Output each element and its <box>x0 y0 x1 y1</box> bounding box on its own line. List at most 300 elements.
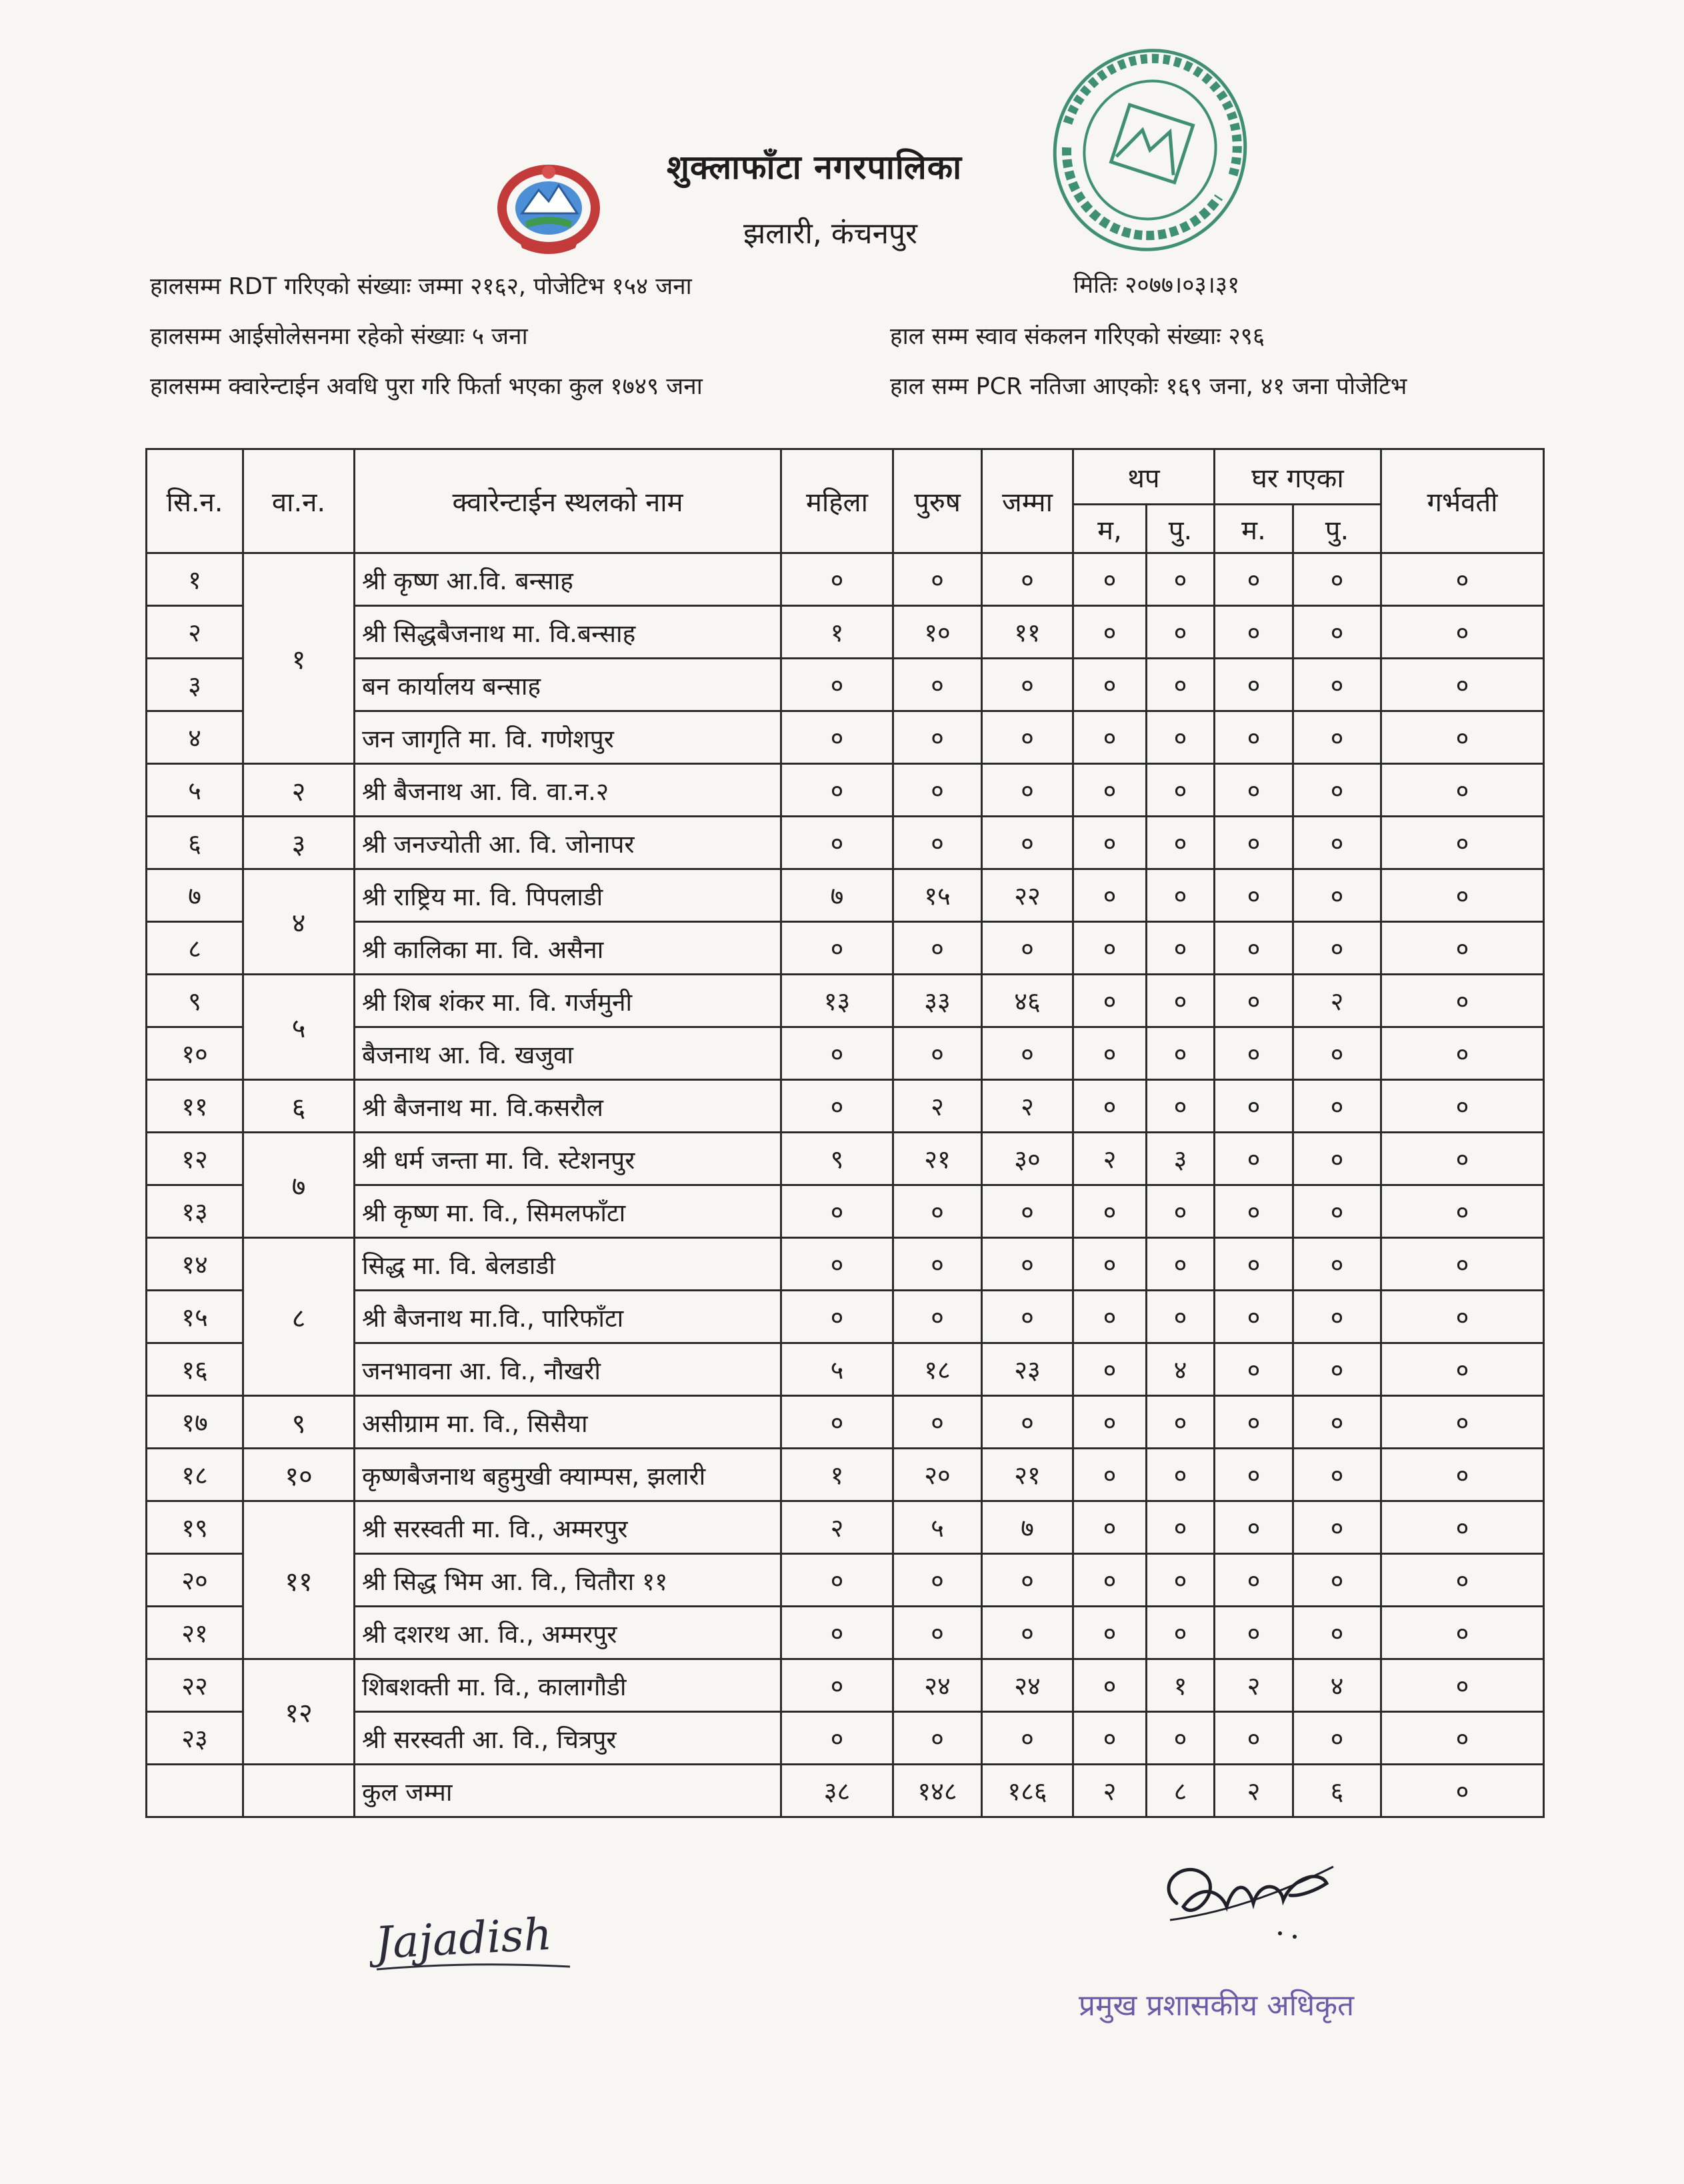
cell-total: ० <box>982 764 1073 817</box>
cell-male: २ <box>893 1080 982 1133</box>
header-row <box>147 449 1544 505</box>
nepal-emblem-icon <box>492 160 605 260</box>
cell-add-p: ० <box>1147 1291 1215 1343</box>
cell-site-name: श्री बैजनाथ आ. वि. वा.न.२ <box>355 764 781 817</box>
cell-add-m: ० <box>1073 553 1147 606</box>
cell-sn: १२ <box>147 1133 243 1185</box>
cell-add-m: २ <box>1073 1133 1147 1185</box>
cell-male: ० <box>893 659 982 711</box>
cell-female: ० <box>781 1396 893 1449</box>
cell-add-m: ० <box>1073 1659 1147 1712</box>
cell-male: ० <box>893 1291 982 1343</box>
table-row <box>147 606 1544 659</box>
cell-sn: १९ <box>147 1501 243 1554</box>
designation: प्रमुख प्रशासकीय अधिकृत <box>1079 1989 1355 2023</box>
cell-home-m: ० <box>1215 1343 1293 1396</box>
cell-add-m: ० <box>1073 922 1147 975</box>
cell-home-p: ० <box>1293 1501 1381 1554</box>
cell-total: २२ <box>982 869 1073 922</box>
cell-total: २ <box>982 1080 1073 1133</box>
cell-home-p: ० <box>1293 1291 1381 1343</box>
table-row <box>147 659 1544 711</box>
cell-ward: १० <box>243 1449 355 1501</box>
cell-home-p: ० <box>1293 553 1381 606</box>
cell-female: ९ <box>781 1133 893 1185</box>
cell-add-p: ० <box>1147 1027 1215 1080</box>
cell-male: ० <box>893 1607 982 1659</box>
cell-add-m: ० <box>1073 1027 1147 1080</box>
office-name: शुक्लाफाँटा नगरपालिका <box>667 148 963 187</box>
cell-home-m: २ <box>1215 1659 1293 1712</box>
cell-site-name: श्री दशरथ आ. वि., अम्मरपुर <box>355 1607 781 1659</box>
cell-total: ० <box>982 1712 1073 1765</box>
table-body <box>147 553 1544 1817</box>
cell-male: ० <box>893 1396 982 1449</box>
cell-add-p: ० <box>1147 817 1215 869</box>
cell-home-p: ० <box>1293 1554 1381 1607</box>
pcr-summary: हाल सम्म PCR नतिजा आएकोः १६९ जना, ४१ जना पोजेटिभ <box>890 373 1407 400</box>
cell-add-m: ० <box>1073 975 1147 1027</box>
table-row <box>147 1659 1544 1712</box>
cell-male: ० <box>893 1027 982 1080</box>
table-row <box>147 869 1544 922</box>
cell-home-p: ० <box>1293 1343 1381 1396</box>
cell-male: २० <box>893 1449 982 1501</box>
cell-ward: ६ <box>243 1080 355 1133</box>
table-row <box>147 922 1544 975</box>
cell-home-p: ० <box>1293 711 1381 764</box>
cell-add-p: ३ <box>1147 1133 1215 1185</box>
header-site-name: क्वारेन्टाईन स्थलको नाम <box>355 449 781 553</box>
cell-pregnant: ० <box>1381 1712 1544 1765</box>
cell-home-m: ० <box>1215 1396 1293 1449</box>
cell-home-m: ० <box>1215 1554 1293 1607</box>
cell-sn: १६ <box>147 1343 243 1396</box>
table-row <box>147 1027 1544 1080</box>
cell-add-m: ० <box>1073 1080 1147 1133</box>
cell-male: ० <box>893 922 982 975</box>
cell-pregnant: ० <box>1381 975 1544 1027</box>
cell-site-name: श्री बैजनाथ मा.वि., पारिफाँटा <box>355 1291 781 1343</box>
cell-total: ४६ <box>982 975 1073 1027</box>
cell-home-m: ० <box>1215 869 1293 922</box>
cell-total: ३० <box>982 1133 1073 1185</box>
handwritten-signature-icon <box>1147 1843 1347 1957</box>
cell-home-p: ० <box>1293 1027 1381 1080</box>
cell-pregnant: ० <box>1381 1343 1544 1396</box>
cell-add-p: ० <box>1147 764 1215 817</box>
table-row <box>147 1185 1544 1238</box>
quarantine-return-summary: हालसम्म क्वारेन्टाईन अवधि पुरा गरि फिर्ता भएका कुल १७४९ जना <box>150 373 703 400</box>
header-added-male: पु. <box>1147 505 1215 553</box>
cell-male: ३३ <box>893 975 982 1027</box>
header-home-male: पु. <box>1293 505 1381 553</box>
cell-home-m: ० <box>1215 1080 1293 1133</box>
cell-female: ० <box>781 1185 893 1238</box>
cell-female: ० <box>781 1607 893 1659</box>
cell-ward: ९ <box>243 1396 355 1449</box>
cell-pregnant: ० <box>1381 922 1544 975</box>
cell-male: २४ <box>893 1659 982 1712</box>
cell-add-p: ० <box>1147 1501 1215 1554</box>
cell-add-p: ० <box>1147 1607 1215 1659</box>
table-row <box>147 1291 1544 1343</box>
header-ward: वा.न. <box>243 449 355 553</box>
cell-add-p: ० <box>1147 659 1215 711</box>
table-row <box>147 817 1544 869</box>
table-row <box>147 553 1544 606</box>
table-row <box>147 975 1544 1027</box>
cell-add-p: ० <box>1147 1554 1215 1607</box>
cell-male: १५ <box>893 869 982 922</box>
total-female: ३८ <box>781 1765 893 1817</box>
cell-home-m: ० <box>1215 1449 1293 1501</box>
cell-sn: २२ <box>147 1659 243 1712</box>
cell-pregnant: ० <box>1381 1501 1544 1554</box>
cell-add-p: ० <box>1147 553 1215 606</box>
cell-add-m: ० <box>1073 659 1147 711</box>
cell-male: ० <box>893 711 982 764</box>
table-row <box>147 1712 1544 1765</box>
cell-male: १८ <box>893 1343 982 1396</box>
table-row <box>147 1607 1544 1659</box>
totals-row <box>147 1765 1544 1817</box>
cell-home-p: ० <box>1293 922 1381 975</box>
cell-female: ० <box>781 1027 893 1080</box>
cell-sn: ११ <box>147 1080 243 1133</box>
cell-home-p: ४ <box>1293 1659 1381 1712</box>
total-home-m: २ <box>1215 1765 1293 1817</box>
cell-male: ० <box>893 553 982 606</box>
cell-site-name: श्री सरस्वती आ. वि., चित्रपुर <box>355 1712 781 1765</box>
cell-sn: ५ <box>147 764 243 817</box>
cell-total: ० <box>982 553 1073 606</box>
cell-add-m: ० <box>1073 1291 1147 1343</box>
cell-pregnant: ० <box>1381 1238 1544 1291</box>
cell-female: ० <box>781 1712 893 1765</box>
cell-add-p: ० <box>1147 1712 1215 1765</box>
cell-home-p: ० <box>1293 1449 1381 1501</box>
cell-male: ० <box>893 1712 982 1765</box>
cell-female: १३ <box>781 975 893 1027</box>
total-male: १४८ <box>893 1765 982 1817</box>
table-row <box>147 1080 1544 1133</box>
isolation-summary: हालसम्म आईसोलेसनमा रहेको संख्याः ५ जना <box>150 323 528 350</box>
cell-total: ० <box>982 922 1073 975</box>
table-row <box>147 1133 1544 1185</box>
cell-add-m: ० <box>1073 1449 1147 1501</box>
total-pregnant: ० <box>1381 1765 1544 1817</box>
document-date: मितिः २०७७।०३।३१ <box>1073 272 1240 299</box>
cell-home-p: ० <box>1293 1080 1381 1133</box>
cell-sn: २१ <box>147 1607 243 1659</box>
cell-home-p: ० <box>1293 1185 1381 1238</box>
cell-sn: २० <box>147 1554 243 1607</box>
cell-total: ० <box>982 1396 1073 1449</box>
cell-empty <box>147 1765 243 1817</box>
cell-home-p: ० <box>1293 606 1381 659</box>
cell-sn: ७ <box>147 869 243 922</box>
cell-pregnant: ० <box>1381 659 1544 711</box>
swab-summary: हाल सम्म स्वाव संकलन गरिएको संख्याः २९६ <box>890 323 1265 350</box>
cell-site-name: बन कार्यालय बन्साह <box>355 659 781 711</box>
cell-total: ० <box>982 1185 1073 1238</box>
cell-home-p: ० <box>1293 659 1381 711</box>
cell-sn: १४ <box>147 1238 243 1291</box>
cell-home-p: ० <box>1293 1712 1381 1765</box>
cell-site-name: श्री सिद्ध भिम आ. वि., चितौरा ११ <box>355 1554 781 1607</box>
cell-sn: २३ <box>147 1712 243 1765</box>
header-male: पुरुष <box>893 449 982 553</box>
header-sn: सि.न. <box>147 449 243 553</box>
cell-female: ० <box>781 817 893 869</box>
cell-home-p: ० <box>1293 1396 1381 1449</box>
cell-male: ० <box>893 817 982 869</box>
cell-sn: १७ <box>147 1396 243 1449</box>
cell-home-m: ० <box>1215 553 1293 606</box>
header-home-female: म. <box>1215 505 1293 553</box>
cell-male: ५ <box>893 1501 982 1554</box>
cell-add-p: ० <box>1147 1396 1215 1449</box>
cell-female: ० <box>781 1238 893 1291</box>
cell-home-m: ० <box>1215 975 1293 1027</box>
cell-add-p: ० <box>1147 922 1215 975</box>
cell-pregnant: ० <box>1381 1080 1544 1133</box>
total-add-m: २ <box>1073 1765 1147 1817</box>
cell-total: ७ <box>982 1501 1073 1554</box>
cell-pregnant: ० <box>1381 606 1544 659</box>
table-row <box>147 1501 1544 1554</box>
header-female: महिला <box>781 449 893 553</box>
cell-total: ० <box>982 1554 1073 1607</box>
cell-site-name: बैजनाथ आ. वि. खजुवा <box>355 1027 781 1080</box>
cell-site-name: श्री शिब शंकर मा. वि. गर्जमुनी <box>355 975 781 1027</box>
cell-female: ० <box>781 1659 893 1712</box>
cell-site-name: असीग्राम मा. वि., सिसैया <box>355 1396 781 1449</box>
cell-pregnant: ० <box>1381 1133 1544 1185</box>
cell-site-name: श्री कालिका मा. वि. असैना <box>355 922 781 975</box>
cell-empty <box>243 1765 355 1817</box>
cell-male: २१ <box>893 1133 982 1185</box>
cell-site-name: श्री राष्ट्रिय मा. वि. पिपलाडी <box>355 869 781 922</box>
municipality-seal-icon <box>1043 40 1257 260</box>
cell-home-m: ० <box>1215 659 1293 711</box>
table-row <box>147 1343 1544 1396</box>
cell-pregnant: ० <box>1381 1554 1544 1607</box>
cell-female: ० <box>781 1554 893 1607</box>
cell-male: ० <box>893 1554 982 1607</box>
table-row <box>147 1396 1544 1449</box>
cell-home-p: ० <box>1293 869 1381 922</box>
cell-female: ७ <box>781 869 893 922</box>
cell-female: २ <box>781 1501 893 1554</box>
header-added: थप <box>1073 449 1215 505</box>
header-added-female: म, <box>1073 505 1147 553</box>
cell-total: ० <box>982 817 1073 869</box>
cell-home-m: ० <box>1215 1501 1293 1554</box>
cell-home-m: ० <box>1215 711 1293 764</box>
cell-female: ० <box>781 1291 893 1343</box>
cell-sn: ४ <box>147 711 243 764</box>
header-pregnant: गर्भवती <box>1381 449 1544 553</box>
cell-sn: १५ <box>147 1291 243 1343</box>
cell-add-m: ० <box>1073 1396 1147 1449</box>
cell-home-m: ० <box>1215 1133 1293 1185</box>
cell-add-p: ० <box>1147 1449 1215 1501</box>
cell-site-name: कृष्णबैजनाथ बहुमुखी क्याम्पस, झलारी <box>355 1449 781 1501</box>
cell-female: ० <box>781 764 893 817</box>
totals-label: कुल जम्मा <box>355 1765 781 1817</box>
cell-sn: ३ <box>147 659 243 711</box>
cell-add-p: ० <box>1147 1080 1215 1133</box>
cell-add-p: ० <box>1147 1185 1215 1238</box>
cell-total: ११ <box>982 606 1073 659</box>
table-row <box>147 1554 1544 1607</box>
cell-ward: ३ <box>243 817 355 869</box>
cell-ward: ८ <box>243 1238 355 1396</box>
cell-add-m: ० <box>1073 869 1147 922</box>
cell-add-p: ० <box>1147 606 1215 659</box>
rdt-summary: हालसम्म RDT गरिएको संख्याः जम्मा २१६२, पोजेटिभ १५४ जना <box>150 273 692 300</box>
cell-male: ० <box>893 1238 982 1291</box>
cell-total: ० <box>982 1607 1073 1659</box>
cell-total: ० <box>982 659 1073 711</box>
cell-pregnant: ० <box>1381 817 1544 869</box>
cell-pregnant: ० <box>1381 711 1544 764</box>
cell-sn: १३ <box>147 1185 243 1238</box>
cell-pregnant: ० <box>1381 1291 1544 1343</box>
cell-total: २४ <box>982 1659 1073 1712</box>
cell-add-p: ० <box>1147 975 1215 1027</box>
total-total: १८६ <box>982 1765 1073 1817</box>
total-add-p: ८ <box>1147 1765 1215 1817</box>
cell-male: ० <box>893 1185 982 1238</box>
cell-total: ० <box>982 1238 1073 1291</box>
cell-ward: १ <box>243 553 355 764</box>
cell-sn: ९ <box>147 975 243 1027</box>
cell-home-p: ० <box>1293 1607 1381 1659</box>
cell-female: ० <box>781 922 893 975</box>
cell-add-m: ० <box>1073 1712 1147 1765</box>
cell-ward: ४ <box>243 869 355 975</box>
cell-add-m: ० <box>1073 764 1147 817</box>
cell-sn: १८ <box>147 1449 243 1501</box>
cell-pregnant: ० <box>1381 764 1544 817</box>
signature-left <box>370 1905 577 1985</box>
cell-add-m: ० <box>1073 817 1147 869</box>
cell-female: ५ <box>781 1343 893 1396</box>
cell-ward: १२ <box>243 1659 355 1765</box>
cell-add-p: ० <box>1147 869 1215 922</box>
table-row <box>147 1238 1544 1291</box>
cell-total: २१ <box>982 1449 1073 1501</box>
signature-left-text: Jajadish <box>373 1908 553 1969</box>
cell-add-p: १ <box>1147 1659 1215 1712</box>
cell-home-m: ० <box>1215 1185 1293 1238</box>
cell-home-p: ० <box>1293 817 1381 869</box>
cell-ward: २ <box>243 764 355 817</box>
cell-sn: १ <box>147 553 243 606</box>
cell-total: ० <box>982 1027 1073 1080</box>
cell-pregnant: ० <box>1381 1027 1544 1080</box>
cell-sn: ६ <box>147 817 243 869</box>
quarantine-table <box>145 448 1545 1818</box>
cell-site-name: सिद्ध मा. वि. बेलडाडी <box>355 1238 781 1291</box>
cell-add-p: ४ <box>1147 1343 1215 1396</box>
cell-home-m: ० <box>1215 606 1293 659</box>
cell-ward: ५ <box>243 975 355 1080</box>
cell-add-m: ० <box>1073 606 1147 659</box>
cell-add-m: ० <box>1073 1501 1147 1554</box>
cell-home-m: ० <box>1215 1712 1293 1765</box>
cell-home-p: ० <box>1293 1238 1381 1291</box>
cell-sn: १० <box>147 1027 243 1080</box>
cell-site-name: श्री सिद्धबैजनाथ मा. वि.बन्साह <box>355 606 781 659</box>
header-total: जम्मा <box>982 449 1073 553</box>
cell-sn: ८ <box>147 922 243 975</box>
cell-site-name: श्री बैजनाथ मा. वि.कसरौल <box>355 1080 781 1133</box>
cell-add-m: ० <box>1073 1607 1147 1659</box>
cell-site-name: शिबशक्ती मा. वि., कालागौडी <box>355 1659 781 1712</box>
cell-male: १० <box>893 606 982 659</box>
cell-add-m: ० <box>1073 1238 1147 1291</box>
cell-female: ० <box>781 553 893 606</box>
cell-site-name: जन जागृति मा. वि. गणेशपुर <box>355 711 781 764</box>
cell-home-m: ० <box>1215 1027 1293 1080</box>
cell-site-name: श्री जनज्योती आ. वि. जोनापर <box>355 817 781 869</box>
cell-female: १ <box>781 1449 893 1501</box>
cell-pregnant: ० <box>1381 1607 1544 1659</box>
cell-home-m: ० <box>1215 764 1293 817</box>
cell-site-name: जनभावना आ. वि., नौखरी <box>355 1343 781 1396</box>
cell-total: ० <box>982 711 1073 764</box>
cell-site-name: श्री धर्म जन्ता मा. वि. स्टेशनपुर <box>355 1133 781 1185</box>
cell-male: ० <box>893 764 982 817</box>
cell-pregnant: ० <box>1381 1396 1544 1449</box>
cell-ward: ११ <box>243 1501 355 1659</box>
cell-pregnant: ० <box>1381 1659 1544 1712</box>
cell-female: ० <box>781 1080 893 1133</box>
cell-add-m: ० <box>1073 1343 1147 1396</box>
cell-home-p: ० <box>1293 1133 1381 1185</box>
cell-sn: २ <box>147 606 243 659</box>
cell-home-m: ० <box>1215 1238 1293 1291</box>
total-home-p: ६ <box>1293 1765 1381 1817</box>
cell-home-p: ० <box>1293 764 1381 817</box>
table-row <box>147 764 1544 817</box>
cell-add-p: ० <box>1147 711 1215 764</box>
cell-female: ० <box>781 659 893 711</box>
cell-home-m: ० <box>1215 1607 1293 1659</box>
table-row <box>147 1449 1544 1501</box>
header-went-home: घर गएका <box>1215 449 1381 505</box>
cell-pregnant: ० <box>1381 1185 1544 1238</box>
cell-ward: ७ <box>243 1133 355 1238</box>
cell-home-p: २ <box>1293 975 1381 1027</box>
cell-site-name: श्री कृष्ण मा. वि., सिमलफाँटा <box>355 1185 781 1238</box>
cell-pregnant: ० <box>1381 869 1544 922</box>
cell-add-m: ० <box>1073 1185 1147 1238</box>
cell-add-m: ० <box>1073 711 1147 764</box>
table-row <box>147 711 1544 764</box>
cell-home-m: ० <box>1215 922 1293 975</box>
cell-pregnant: ० <box>1381 1449 1544 1501</box>
cell-home-m: ० <box>1215 1291 1293 1343</box>
cell-site-name: श्री कृष्ण आ.वि. बन्साह <box>355 553 781 606</box>
cell-home-m: ० <box>1215 817 1293 869</box>
cell-female: ० <box>781 711 893 764</box>
cell-total: २३ <box>982 1343 1073 1396</box>
